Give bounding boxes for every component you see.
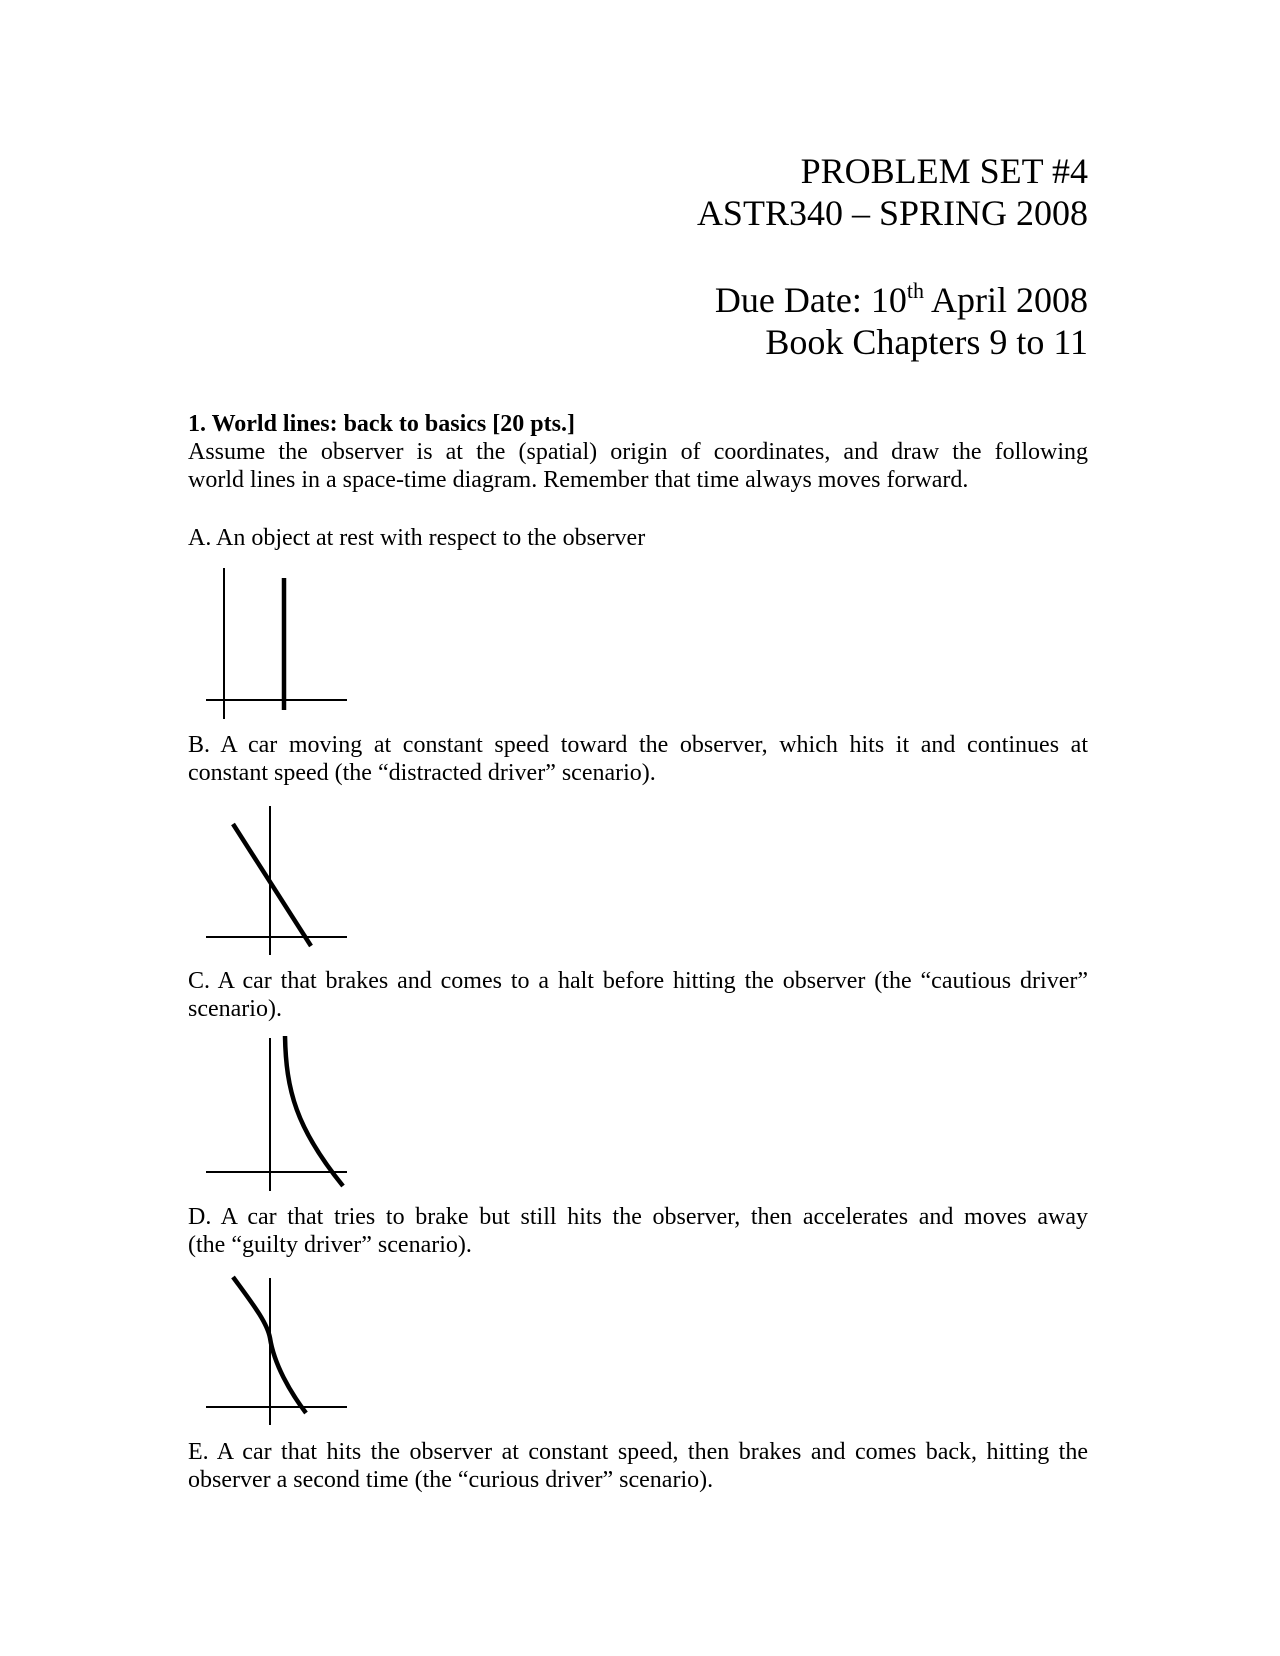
item-c-text-line-2: scenario).: [188, 996, 282, 1022]
due-date-prefix: Due Date: 10: [714, 280, 907, 320]
problem-intro-line-1: Assume the observer is at the (spatial) origin of coordinates, and draw the following: [188, 439, 1088, 465]
book-chapters: Book Chapters 9 to 11: [765, 322, 1088, 362]
due-date: [715, 279, 1088, 321]
course-line: ASTR340 – SPRING 2008: [696, 193, 1088, 233]
item-a-text: A. An object at rest with respect to the observer: [188, 525, 646, 551]
item-d-text-line-1: D. A car that tries to brake but still hits the observer, then accelerates and moves away: [188, 1204, 1088, 1230]
due-date-superscript: th: [906, 278, 924, 303]
diagram-c-world-line: [285, 1036, 343, 1186]
problem-intro-line-2: world lines in a space-time diagram. Remember that time always moves forward.: [188, 467, 969, 493]
item-b-text-line-2: constant speed (the “distracted driver” scenario).: [188, 760, 656, 786]
due-date-suffix: April 2008: [923, 280, 1088, 320]
item-b-text-line-1: B. A car moving at constant speed toward the observer, which hits it and continues at: [188, 732, 1088, 758]
diagram-b-world-line: [233, 824, 311, 946]
item-d-text-line-2: (the “guilty driver” scenario).: [188, 1232, 472, 1258]
item-e-text-line-2: observer a second time (the “curious driver” scenario).: [188, 1467, 714, 1493]
item-c-text-line-1: C. A car that brakes and comes to a halt before hitting the observer (the “cautious driver”: [188, 968, 1088, 994]
diagram-d: [0, 0, 1, 1]
problem-heading: 1. World lines: back to basics [20 pts.]: [188, 411, 575, 437]
item-e-text-line-1: E. A car that hits the observer at constant speed, then brakes and comes back, hitting the: [188, 1439, 1088, 1465]
problem-set-title: PROBLEM SET #4: [800, 151, 1088, 191]
